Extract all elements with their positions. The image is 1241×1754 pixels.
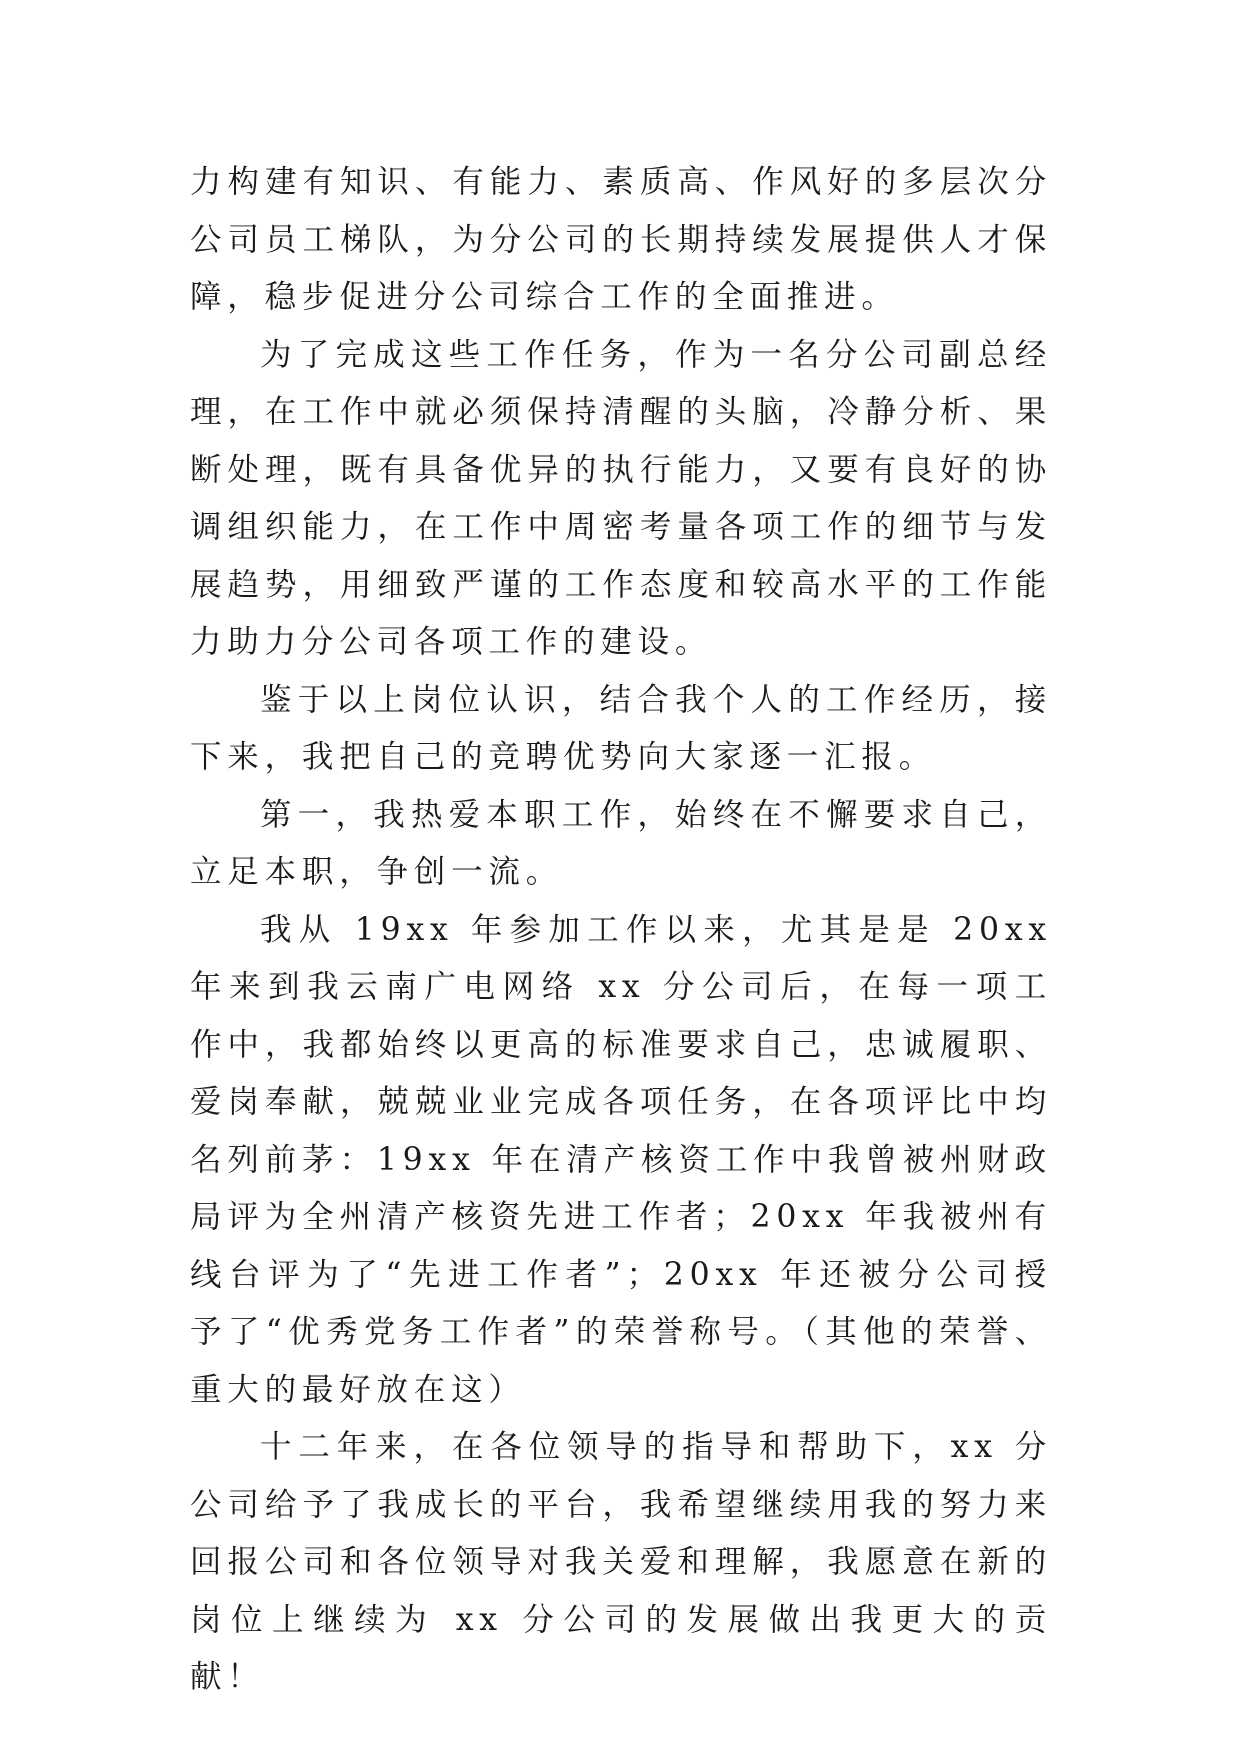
body-text bbox=[190, 154, 1052, 1707]
paragraph-5: 我从 19xx 年参加工作以来，尤其是是 20xx 年来到我云南广电网络 xx 分公司后，在每一项工作中，我都始终以更高的标准要求自己，忠诚履职、爱岗奉献，兢兢业业完成各项任务，在各项评比中均名列前茅：19xx 年在清产核资工作中我曾被州财政局评为全州清产核资先进工作者；20xx 年我被州有线台评为了“先进工作者”；20xx 年还被分公司授予了“优秀党务工作者”的荣誉称号。（其他的荣誉、重大的最好放在这） bbox=[190, 911, 1052, 1408]
paragraph-6: 十二年来，在各位领导的指导和帮助下，xx 分公司给予了我成长的平台，我希望继续用我的努力来回报公司和各位领导对我关爱和理解，我愿意在新的岗位上继续为 xx 分公司的发展做出我更大的贡献！ bbox=[190, 1429, 1052, 1695]
paragraph-1: 力构建有知识、有能力、素质高、作风好的多层次分公司员工梯队，为分公司的长期持续发展提供人才保障，稳步促进分公司综合工作的全面推进。 bbox=[190, 164, 1052, 315]
paragraph-2: 为了完成这些工作任务，作为一名分公司副总经理，在工作中就必须保持清醒的头脑，冷静分析、果断处理，既有具备优异的执行能力，又要有良好的协调组织能力，在工作中周密考量各项工作的细节与发展趋势，用细致严谨的工作态度和较高水平的工作能力助力分公司各项工作的建设。 bbox=[190, 336, 1052, 660]
paragraph-3: 鉴于以上岗位认识，结合我个人的工作经历，接下来，我把自己的竞聘优势向大家逐一汇报。 bbox=[190, 681, 1052, 775]
paragraph-4: 第一，我热爱本职工作，始终在不懈要求自己，立足本职，争创一流。 bbox=[190, 796, 1052, 890]
